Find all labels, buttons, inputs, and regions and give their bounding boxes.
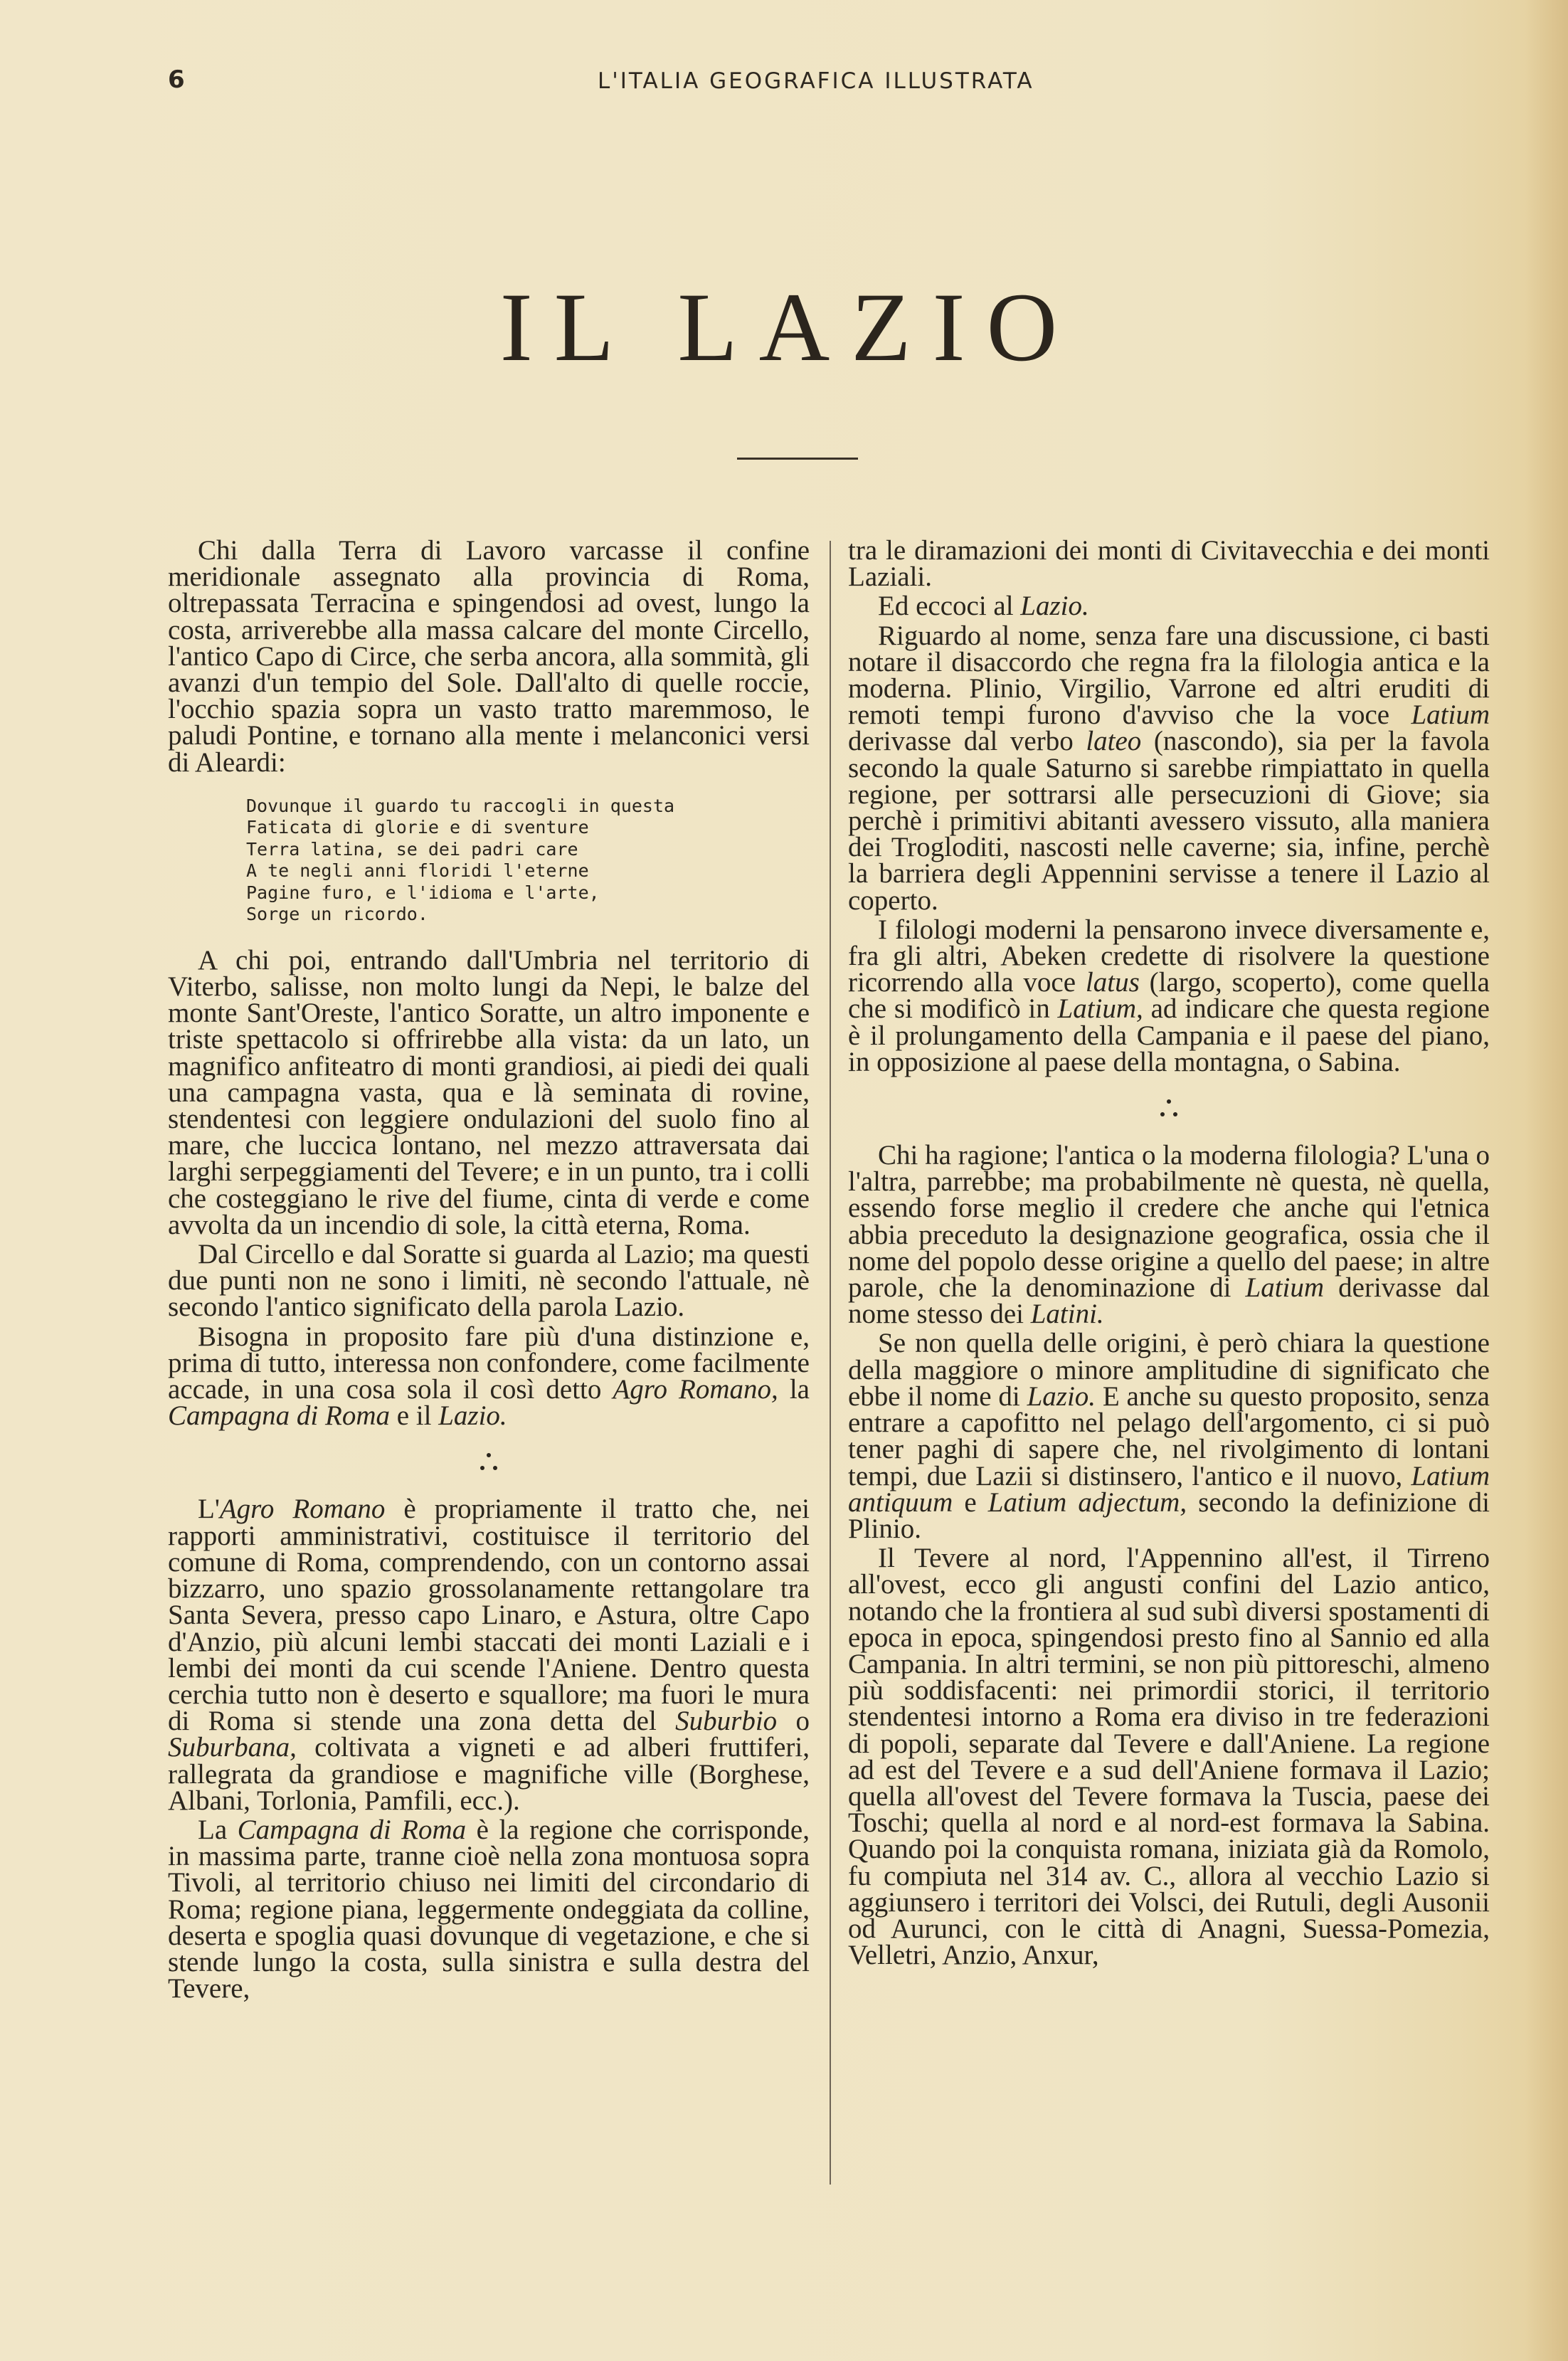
paragraph: Bisogna in proposito fare più d'una distinzione e, prima di tutto, interessa non confondere, come facilmente accade, in una cosa sola il così detto Agro Romano, la Campagna di Roma e il Lazio. — [168, 1321, 810, 1432]
column-divider — [830, 541, 831, 2185]
page-edge-shadow — [1525, 0, 1568, 2361]
page-number: 6 — [168, 65, 185, 94]
paragraph: Chi dalla Terra di Lavoro varcasse il confine meridionale assegnato alla provincia di Roma, oltrepassata Terracina e spingendosi ad ovest, lungo la costa, arriverebbe alla massa calcare del monte Circello, l'antico Capo di Circe, che serba ancora, alla sommità, gli avanzi d'un tempio del Sole. Dall'alto di quelle roccie, l'occhio spazia sopra un vasto tratto maremmoso, le paludi Pontine, e tornano alla mente i melanconici versi di Aleardi: — [168, 535, 810, 778]
running-title: L'ITALIA GEOGRAFICA ILLUSTRATA — [598, 68, 1034, 94]
title-rule — [737, 458, 858, 460]
paragraph: Il Tevere al nord, l'Appennino all'est, il Tirreno all'ovest, ecco gli angusti confini del Lazio antico, notando che la frontiera al sud subì diversi spostamenti di epoca in epoca, spingendosi presto fino al Sannio ed alla Campania. In altri termini, se non più pittoreschi, almeno più soddisfacenti: nei primordii storici, il territorio stendentesi intorno a Roma era diviso in tre federazioni di popoli, separate dal Tevere e dall'Aniene. La regione ad est del Tevere e a sud dell'Aniene formava il Lazio; quella all'ovest del Tevere formava la Tuscia, paese dei Toschi; quella al nord e al nord-est formava la Sabina. Quando poi la conquista romana, iniziata già da Romolo, fu compiuta nel 314 av. C., allora al vecchio Lazio si aggiunsero i territori dei Volsci, dei Rutuli, degli Ausonii od Aurunci, con le città di Anagni, Suessa-Pomezia, Velletri, Anzio, Anxur, — [848, 1543, 1490, 1971]
asterism-divider — [1155, 1097, 1183, 1125]
paragraph: tra le diramazioni dei monti di Civitavecchia e dei monti Laziali. — [848, 535, 1490, 593]
poem-quote — [246, 796, 810, 926]
right-column — [848, 535, 1490, 1971]
poem-line: Pagine furo, e l'idioma e l'arte, — [246, 882, 600, 903]
poem-line: Faticata di glorie e di sventure — [246, 817, 589, 838]
poem-line: Terra latina, se dei padri care — [246, 838, 578, 860]
paragraph: I filologi moderni la pensarono invece diversamente e, fra gli altri, Abeken credette di risolvere la questione ricorrendo alla voce latus (largo, scoperto), come quella che si modificò in Latium, ad indicare che questa regione è il prolungamento della Campania e il paese del piano, in opposizione al paese della montagna, o Sabina. — [848, 914, 1490, 1077]
article-title: IL LAZIO — [499, 273, 1079, 381]
asterism-divider — [475, 1450, 503, 1479]
poem-line: Sorge un ricordo. — [246, 904, 428, 925]
paragraph: La Campagna di Roma è la regione che corrisponde, in massima parte, tranne cioè nella zona montuosa sopra Tivoli, al territorio chiuso nei limiti del circondario di Roma; regione piana, leggermente ondeggiata da colline, deserta e spoglia quasi dovunque di vegetazione, e che si stende lungo la costa, sulla sinistra e sulla destra del Tevere, — [168, 1814, 810, 2005]
paragraph: Chi ha ragione; l'antica o la moderna filologia? L'una o l'altra, parrebbe; ma probabilmente nè questa, nè quella, essendo forse meglio il credere che anche qui l'etnica abbia preceduto la designazione geografica, ossia che il nome del popolo desse origine a quello del paese; in altre parole, che la denominazione di Latium derivasse dal nome stesso dei Latini. — [848, 1140, 1490, 1330]
left-column — [168, 535, 810, 2005]
paragraph: Ed eccoci al Lazio. — [878, 591, 1089, 622]
paragraph: L'Agro Romano è propriamente il tratto che, nei rapporti amministrativi, costituisce il territorio del comune di Roma, comprendendo, con un contorno assai bizzarro, uno spazio grossolanamente rettangolare tra Santa Severa, presso capo Linaro, e Astura, oltre Capo d'Anzio, più alcuni lembi staccati dei monti Laziali e i lembi dei monti da cui scende l'Aniene. Dentro questa cerchia tutto non è deserto e squallore; ma fuori le mura di Roma si stende una zona detta del Suburbio o Suburbana, coltivata a vigneti e ad alberi fruttiferi, rallegrata da grandiose e magnifiche ville (Borghese, Albani, Torlonia, Pamfili, ecc.). — [168, 1494, 810, 1816]
paragraph: Se non quella delle origini, è però chiara la questione della maggiore o minore amplitudine di significato che ebbe il nome di Lazio. E anche su questo proposito, senza entrare a capofitto nel pelago dell'argomento, ci si può tener paghi di sapere che, nel rivolgimento di lontani tempi, due Lazii si distinsero, l'antico e il nuovo, Latium antiquum e Latium adjectum, secondo la definizione di Plinio. — [848, 1328, 1490, 1544]
poem-line: Dovunque il guardo tu raccogli in questa — [246, 795, 675, 816]
paragraph: Riguardo al nome, senza fare una discussione, ci basti notare il disaccordo che regna fra la filologia antica e la moderna. Plinio, Virgilio, Varrone ed altri eruditi di remoti tempi furono d'avviso che la voce Latium derivasse dal verbo lateo (nascondo), sia per la favola secondo la quale Saturno si sarebbe rimpiattato in quella regione, per sottrarsi alle persecuzioni di Giove; sia perchè i primitivi abitanti avessero vissuto, alla maniera dei Trogloditi, nascosti nelle caverne; sia, infine, perchè la barriera degli Appennini servisse a tenere il Lazio al coperto. — [848, 620, 1490, 916]
poem-line: A te negli anni floridi l'eterne — [246, 860, 589, 882]
paragraph: Dal Circello e dal Soratte si guarda al Lazio; ma questi due punti non ne sono i limiti, nè secondo l'attuale, nè secondo l'antico significato della parola Lazio. — [168, 1239, 810, 1323]
paragraph: A chi poi, entrando dall'Umbria nel territorio di Viterbo, salisse, non molto lungi da Nepi, le balze del monte Sant'Oreste, l'antico Soratte, un altro imponente e triste spettacolo si offrirebbe alla vista: da un lato, un magnifico anfiteatro di monti grandiosi, ai piedi dei quali una campagna vasta, qua e là seminata di rovine, stendentesi con leggiere ondulazioni del suolo fino al mare, che luccica lontano, nel mezzo attraversata dai larghi serpeggiamenti del Tevere; e in un punto, tra i colli che costeggiano le rive del fiume, cinta di verde e come avvolta da un incendio di sole, la città eterna, Roma. — [168, 944, 810, 1240]
